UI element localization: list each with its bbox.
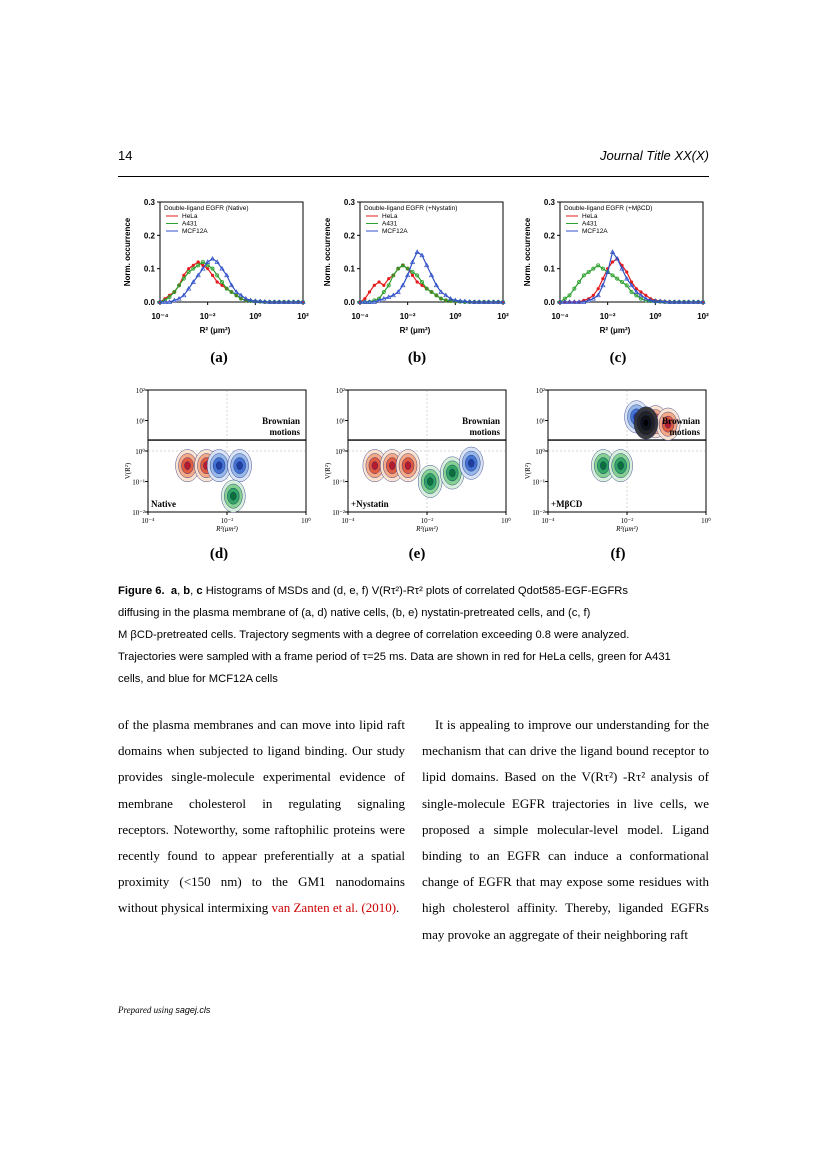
y-tick-label: 10¹: [535, 417, 545, 426]
y-axis-label: Norm. occurrence: [323, 217, 332, 287]
data-point: [411, 274, 414, 277]
y-axis-label: V(R²): [524, 462, 532, 480]
legend-entry: A431: [582, 220, 598, 228]
contour-panel-d: [118, 382, 313, 532]
y-tick-label: 0.3: [143, 198, 155, 207]
x-tick-label: 10⁻²: [199, 312, 216, 321]
y-tick-label: 10²: [135, 387, 145, 395]
caption-figure-label: Figure 6.: [118, 585, 165, 597]
annotation-motions: motions: [469, 427, 500, 438]
legend-entry: HeLa: [382, 213, 398, 220]
condition-label: Native: [151, 499, 176, 509]
y-tick-label: 10⁻²: [332, 509, 345, 517]
x-tick-label: 10²: [497, 312, 509, 321]
y-tick-label: 10¹: [335, 417, 345, 426]
x-tick-label: 10²: [297, 312, 309, 321]
annotation-brownian: Brownian: [662, 416, 700, 427]
y-tick-label: 0.3: [543, 198, 555, 207]
contour-panel-f: [518, 382, 713, 532]
y-tick-label: 10⁻¹: [532, 478, 545, 487]
panel-label-d: (d): [209, 546, 229, 562]
legend-entry: A431: [182, 220, 198, 228]
y-tick-label: 0.1: [343, 264, 355, 274]
annotation-motions: motions: [669, 427, 700, 438]
x-tick-label: 10⁻²: [220, 517, 234, 525]
contour-level: [389, 462, 395, 470]
legend-title: Double-ligand EGFR (+MβCD): [564, 205, 653, 212]
y-tick-label: 10⁰: [135, 448, 145, 456]
caption-line-5: cells, and blue for MCF12A cells: [118, 673, 278, 685]
figure-caption: [118, 580, 713, 690]
data-point: [368, 290, 371, 293]
y-tick-label: 10¹: [135, 417, 145, 426]
data-point: [382, 284, 385, 287]
page-footer: Prepared using sagej.cls: [118, 1005, 211, 1015]
x-axis-label: R² (μm²): [599, 326, 631, 335]
histogram-chart-b: [318, 192, 513, 342]
contour-level: [618, 462, 624, 470]
page-number: 14: [118, 148, 133, 163]
condition-label: +MβCD: [551, 499, 583, 509]
body-column-right: It is appealing to improve our understanding for the mechanism that can drive the ligand bound receptor to lipid domains. Based on the V(Rτ²) -Rτ² analysis of single-molecule EGFR trajectories in live cells, we proposed a simple molecular-level model. Ligand binding to an EGFR can induce a conformational change of EGFR that may expose some residues with high cholesterol affinity. Thereby, liganded EGFRs may provoke an aggregate of their neighboring raft: [422, 717, 709, 942]
y-axis-label: V(R²): [124, 462, 132, 480]
legend-entry: MCF12A: [182, 228, 208, 235]
legend-entry: HeLa: [182, 213, 198, 220]
contour-level: [237, 462, 243, 470]
annotation-brownian: Brownian: [262, 416, 300, 427]
data-point: [625, 270, 628, 273]
y-axis-label: V(R²): [324, 462, 332, 480]
contour-chart-d: [118, 382, 313, 532]
x-tick-label: 10⁻⁴: [141, 517, 155, 525]
data-point: [216, 280, 219, 283]
x-tick-label: 10⁻⁴: [351, 312, 369, 321]
x-axis-label: R²(μm²): [216, 525, 238, 532]
x-tick-label: 10⁻⁴: [541, 517, 555, 525]
y-tick-label: 0.2: [543, 231, 555, 241]
caption-line-1: Figure 6. a, b, c Histograms of MSDs and (d, e, f) V(Rτ²)-Rτ² plots of correlated Qdot585-EGF-EGFRs: [118, 585, 628, 597]
data-point: [192, 264, 195, 267]
data-point: [611, 260, 614, 263]
contour-level: [185, 462, 191, 470]
data-point: [373, 284, 376, 287]
contour-level: [449, 469, 455, 477]
data-point: [211, 274, 214, 277]
y-tick-label: 0.0: [143, 298, 155, 307]
panel-label-f: (f): [610, 546, 626, 562]
contour-chart-e: [318, 382, 513, 532]
x-axis-label: R²(μm²): [416, 525, 438, 532]
x-tick-label: 10⁻²: [420, 517, 434, 525]
contour-level: [230, 492, 236, 500]
y-tick-label: 10²: [535, 387, 545, 395]
y-tick-label: 10⁻²: [132, 509, 145, 517]
data-point: [597, 287, 600, 290]
citation-link[interactable]: van Zanten et al. (2010): [271, 900, 397, 916]
x-tick-label: 10⁰: [701, 517, 711, 525]
caption-line-3: M βCD-pretreated cells. Trajectory segments with a degree of correlation exceeding 0.8 were analyzed.: [118, 629, 630, 641]
journal-title: Journal Title XX(X): [600, 148, 709, 163]
x-tick-label: 10⁰: [249, 312, 262, 321]
x-tick-label: 10⁻⁴: [151, 312, 169, 321]
legend-entry: A431: [382, 220, 398, 228]
y-tick-label: 10⁻²: [532, 509, 545, 517]
x-tick-label: 10⁻⁴: [551, 312, 569, 321]
x-axis-label: R² (μm²): [199, 326, 231, 335]
data-point: [187, 267, 190, 270]
data-point: [377, 280, 380, 283]
histogram-panel-b: [318, 192, 513, 342]
caption-line-4: Trajectories were sampled with a frame period of τ=25 ms. Data are shown in red for HeLa cells, green for A431: [118, 651, 671, 663]
data-point: [197, 260, 200, 263]
legend-entry: HeLa: [582, 213, 598, 220]
y-axis-label: Norm. occurrence: [123, 217, 132, 287]
contour-level: [643, 419, 649, 427]
data-point: [416, 280, 419, 283]
x-tick-label: 10⁻²: [620, 517, 634, 525]
legend-entry: MCF12A: [582, 228, 608, 235]
y-tick-label: 0.2: [343, 231, 355, 241]
legend-title: Double-ligand EGFR (Native): [164, 205, 249, 212]
annotation-motions: motions: [269, 427, 300, 438]
annotation-brownian: Brownian: [462, 416, 500, 427]
panel-label-b: (b): [407, 350, 427, 366]
x-tick-label: 10⁰: [449, 312, 462, 321]
condition-label: +Nystatin: [351, 499, 389, 509]
y-tick-label: 0.3: [343, 198, 355, 207]
contour-panel-e: [318, 382, 513, 532]
panel-label-a: (a): [210, 350, 228, 366]
y-tick-label: 0.2: [143, 231, 155, 241]
caption-line-2: diffusing in the plasma membrane of (a, d) native cells, (b, e) nystatin-pretreated cells, and (c, f): [118, 607, 591, 619]
histogram-panel-a: [118, 192, 313, 342]
contour-chart-f: [518, 382, 713, 532]
x-axis-label: R² (μm²): [399, 326, 431, 335]
x-tick-label: 10⁻⁴: [341, 517, 355, 525]
x-axis-label: R²(μm²): [616, 525, 638, 532]
x-tick-label: 10²: [697, 312, 709, 321]
y-tick-label: 10⁻¹: [332, 478, 345, 487]
data-point: [601, 277, 604, 280]
contour-level: [405, 462, 411, 470]
panel-label-e: (e): [408, 546, 426, 562]
x-tick-label: 10⁰: [301, 517, 311, 525]
x-tick-label: 10⁰: [649, 312, 662, 321]
histogram-chart-a: [118, 192, 313, 342]
contour-level: [427, 477, 433, 485]
y-tick-label: 10⁰: [335, 448, 345, 456]
header-rule: [118, 176, 709, 177]
legend-title: Double-ligand EGFR (+Nystatin): [364, 205, 458, 212]
y-tick-label: 0.1: [543, 264, 555, 274]
y-tick-label: 10⁰: [535, 448, 545, 456]
body-left-text: of the plasma membranes and can move into lipid raft domains when subjected to ligand binding. Our study provides single-molecule experimental evidence of membrane cholesterol in regulating signaling receptors. Noteworthy, some raftophilic proteins were recently found to appear preferentially at a spatial proximity (<150 nm) to the GM1 nanodomains without physical intermixing: [118, 717, 405, 916]
x-tick-label: 10⁻²: [599, 312, 616, 321]
y-tick-label: 0.0: [543, 298, 555, 307]
y-tick-label: 10²: [335, 387, 345, 395]
y-tick-label: 10⁻¹: [132, 478, 145, 487]
caption-line-1-text: Histograms of MSDs and (d, e, f) V(Rτ²)-Rτ² plots of correlated Qdot585-EGF-EGFRs: [205, 585, 628, 597]
footer-cls: sagej.cls: [175, 1005, 211, 1015]
data-point: [206, 267, 209, 270]
histogram-panel-c: [518, 192, 713, 342]
contour-level: [216, 462, 222, 470]
y-tick-label: 0.0: [343, 298, 355, 307]
contour-level: [372, 462, 378, 470]
contour-level: [600, 462, 606, 470]
histogram-chart-c: [518, 192, 713, 342]
x-tick-label: 10⁰: [501, 517, 511, 525]
data-point: [387, 277, 390, 280]
y-tick-label: 0.1: [143, 264, 155, 274]
body-column-left: of the plasma membranes and can move into lipid raft domains when subjected to ligand binding. Our study provides single-molecule experimental evidence of membrane cholesterol in regulating signaling receptors. Noteworthy, some raftophilic proteins were recently found to appear preferentially at a spatial proximity (<150 nm) to the GM1 nanodomains without physical intermixing van Zanten et al. (2010).: [118, 717, 405, 916]
x-tick-label: 10⁻²: [399, 312, 416, 321]
y-axis-label: Norm. occurrence: [523, 217, 532, 287]
contour-level: [468, 459, 474, 467]
panel-label-c: (c): [609, 350, 627, 366]
legend-entry: MCF12A: [382, 228, 408, 235]
